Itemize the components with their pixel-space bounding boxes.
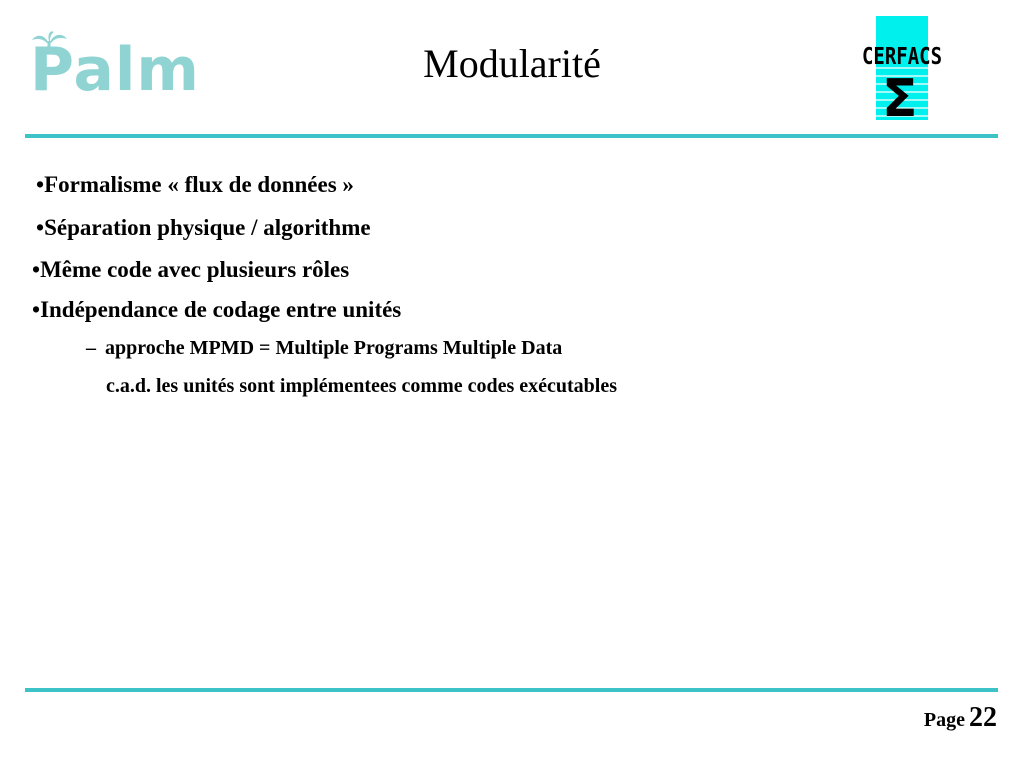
list-item (32, 297, 401, 323)
sub-list-item (86, 337, 562, 360)
sub-list-item-text: approche MPMD = Multiple Programs Multiple Data (105, 337, 563, 359)
bullet-dot-icon: • (36, 215, 45, 240)
cerfacs-logo-text: CERFACS (862, 44, 942, 70)
sub-list-item-text: c.a.d. les unités sont implémentees comme codes exécutables (106, 375, 618, 397)
dash-icon: – (86, 337, 96, 359)
list-item-text: Indépendance de codage entre unités (40, 297, 402, 322)
list-item-text: Même code avec plusieurs rôles (40, 257, 350, 282)
page-label: Page (923, 709, 965, 731)
page-number-footer (924, 702, 997, 734)
bullet-dot-icon: • (32, 257, 41, 282)
list-item (36, 215, 371, 241)
sigma-icon: Σ (882, 69, 918, 129)
list-item-text: Séparation physique / algorithme (44, 215, 371, 240)
list-item-text: Formalisme « flux de données » (44, 172, 354, 197)
list-item (36, 172, 354, 198)
sub-list-item (106, 375, 617, 398)
footer-divider (25, 688, 998, 692)
page-number: 22 (969, 702, 997, 733)
bullet-dot-icon: • (36, 172, 45, 197)
list-item (32, 257, 349, 283)
slide-title: Modularité (423, 41, 601, 86)
bullet-dot-icon: • (32, 297, 41, 322)
palm-logo-text: Palm (30, 35, 200, 105)
